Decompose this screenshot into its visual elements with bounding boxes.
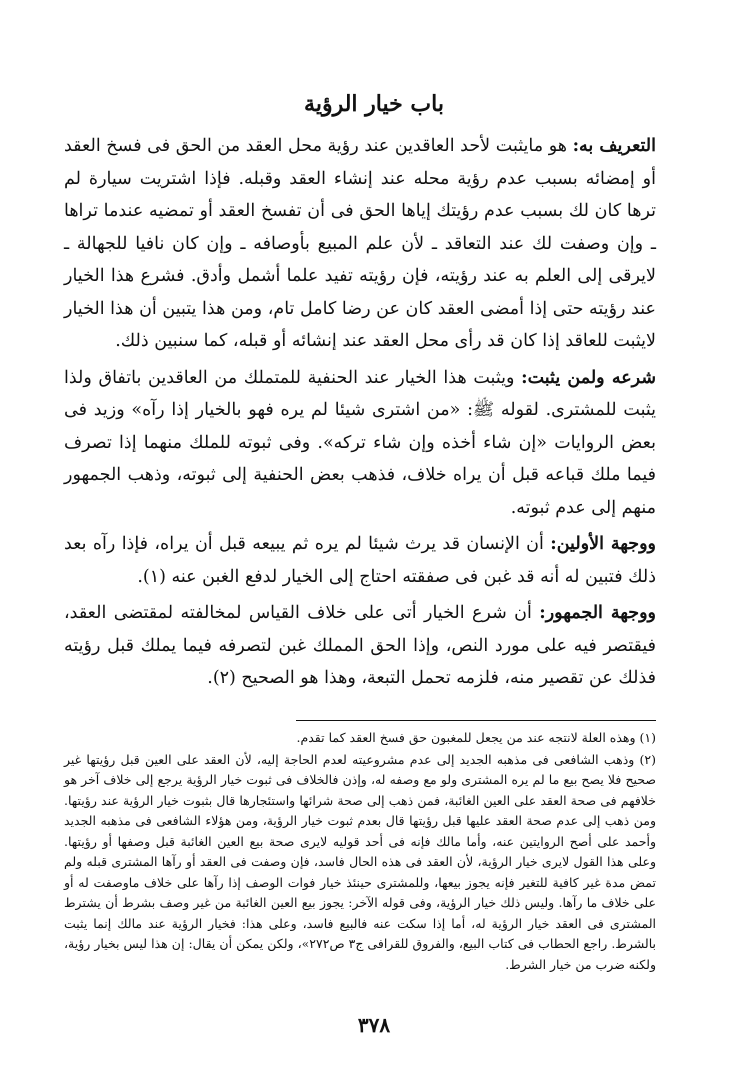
paragraph-body: أن الإنسان قد يرث شيئا لم يره ثم يبيعه قبل أن يراه، فإذا رآه بعد ذلك فتبين له أنه قد غبن فى صفقته احتاج إلى الخيار لدفع الغبن عنه (١). — [64, 534, 656, 587]
paragraph-legitimacy — [64, 362, 656, 525]
main-text — [64, 130, 656, 699]
footnotes — [64, 728, 656, 976]
footnote-2: (٢) وذهب الشافعى فى مذهبه الجديد إلى عدم مشروعيته لعدم الحاجة إليه، لأن العقد على العين قبل رؤيتها غير صحيح فلا يصح بيع ما لم يره المشترى ولو مع وصفه له، وإذن فالخلاف فى ثبوت خيار الرؤية يرجع إلى خلاف آخر هو خلافهم فى صحة العقد على العين الغائبة، فمن ذهب إلى صحة شرائها واستئجارها قال بثبوت خيار الرؤية عند رؤيتها. ومن ذهب إلى عدم صحة العقد عليها قبل رؤيتها قال بعدم ثبوت خيار الرؤية، ومن هؤلاء الشافعى فى مذهبه الجديد وأحمد على أصح الروايتين عنه، وأما مالك فإنه فى أحد قوليه لايرى صحة بيع العين الغائبة قبل وصفها أو رؤيتها. وعلى هذا القول لايرى خيار الرؤية، لأن العقد فى هذه الحال فاسد، فإن وصفت فى العقد أو رآها المشترى قبله ولم تمض مدة غير كافية للتغير فإنه يجوز بيعها، وللمشترى حينئذ خيار فوات الوصف إذا رآها على خلاف ماوصفت له أو على خلاف ما رآها. وليس ذلك خيار الرؤية، وفى قوله الآخر: يجوز بيع العين الغائبة من غير وصف بشرط أن يشترط المشترى فى العقد خيار الرؤية له، أما إذا سكت عنه فالبيع فاسد، وعلى هذا: فخيار الرؤية عند مالك إنما يثبت بالشرط. راجع الحطاب فى كتاب البيع، والفروق للقرافى ج٣ ص٢٧٢»، ولكن يمكن أن يقال: إن هذا ليس بخيار رؤية، ولكنه ضرب من خيار الشرط. — [64, 751, 656, 972]
paragraph-body: هو مايثبت لأحد العاقدين عند رؤية محل العقد من الحق فى فسخ العقد أو إمضائه بسبب عدم رؤية محله عند إنشاء العقد وقبله. فإذا اشتريت سيارة لم ترها كان لك بسبب عدم رؤيتك إياها الحق فى أن تفسخ العقد أو تمضيه عندما تراها ـ وإن وصفت لك عند التعاقد ـ لأن علم المبيع بأوصافه ـ وإن كان نافيا للجهالة ـ لايرقى إلى العلم به عند رؤيته، فإن رؤيته تفيد علما أشمل وأدق. فشرع هذا الخيار عند رؤيته حتى إذا أمضى العقد كان عن رضا كامل تام، ومن هذا يتبين أن هذا الخيار لايثبت للعاقد إذا كان قد رأى محل العقد عند إنشائه أو قبله، كما سنبين ذلك. — [64, 136, 656, 351]
paragraph-first-view — [64, 528, 656, 593]
footnote-1: (١) وهذه العلة لانتجه عند من يجعل للمغبون حق فسخ العقد كما تقدم. — [296, 730, 656, 745]
paragraph-heading: ووجهة الجمهور: — [539, 603, 656, 623]
page-number: ٣٧٨ — [357, 1013, 391, 1037]
paragraph-body: أن شرع الخيار أتى على خلاف القياس لمخالفته لمقتضى العقد، فيقتصر فيه على مورد النص، وإذا الحق المملك غبن لتصرفه فيما يملك قبل رؤيته فذلك عن تقصير منه، فلزمه تحمل التبعة، وهذا هو الصحيح (٢). — [64, 603, 656, 688]
paragraph-definition — [64, 130, 656, 358]
paragraph-heading: ووجهة الأولين: — [550, 534, 657, 554]
paragraph-body: ويثبت هذا الخيار عند الحنفية للمتملك من العاقدين باتفاق ولذا يثبت للمشترى. لقوله ﷺ: «من اشترى شيئا لم يره فهو بالخيار إذا رآه» وزيد فى بعض الروايات «إن شاء أخذه وإن شاء تركه». وفى ثبوته للملك منهما إذا تصرف فيما ملك قباعه قبل أن يراه خلاف، فذهب بعض الحنفية إلى ثبوته، وذهب الجمهور منهم إلى عدم ثبوته. — [64, 367, 656, 518]
footnote-divider — [296, 720, 656, 721]
paragraph-heading: التعريف به: — [572, 136, 656, 156]
chapter-title: باب خيار الرؤية — [304, 91, 444, 117]
paragraph-heading: شرعه ولمن يثبت: — [521, 367, 656, 388]
paragraph-majority-view — [64, 597, 656, 695]
